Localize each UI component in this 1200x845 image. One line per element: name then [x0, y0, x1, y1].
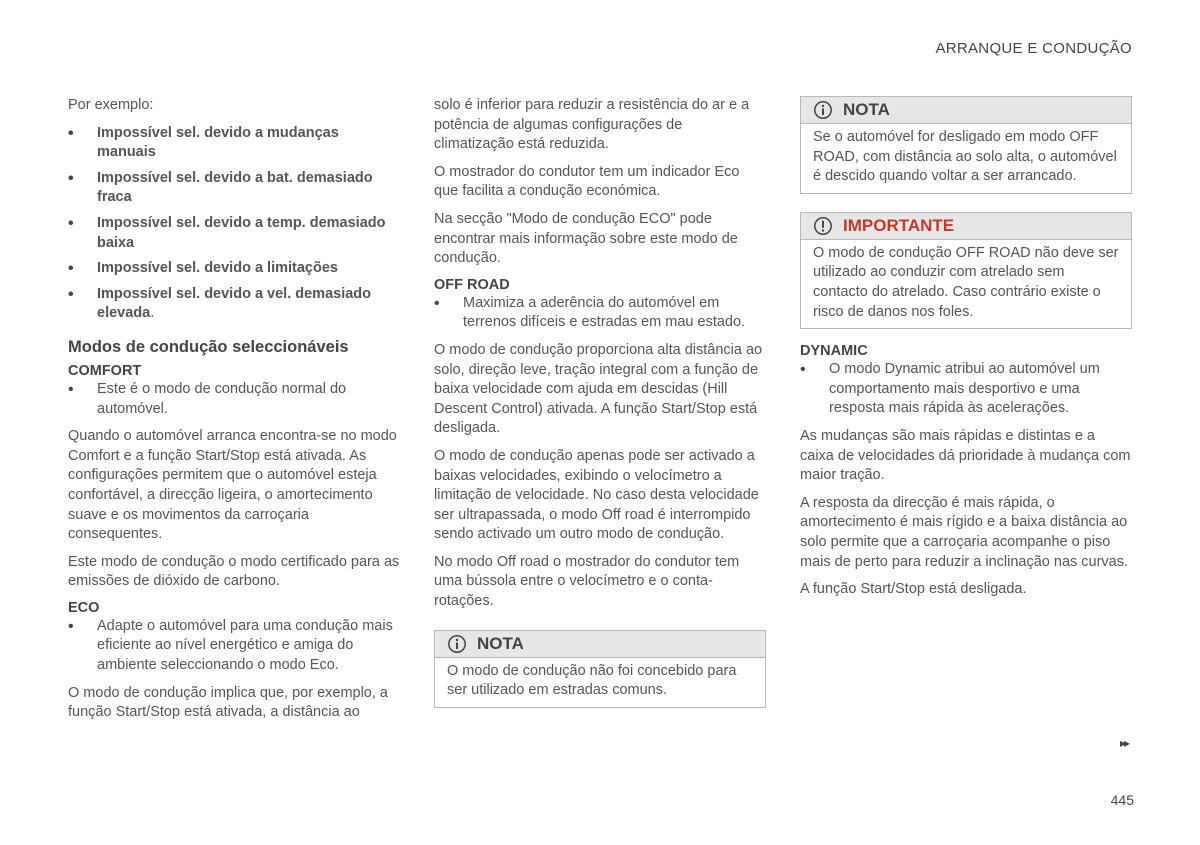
comfort-list [68, 380, 400, 419]
column-2 [434, 96, 766, 722]
continue-arrows-icon: ▸▸ [1119, 736, 1128, 750]
offroad-heading: OFF ROAD [434, 276, 510, 293]
eco-paragraph-2: solo é inferior para reduzir a resistência do ar e a potência de algumas configurações de climatização está reduzida. [434, 97, 750, 153]
offroad-paragraph-1: O modo de condução proporciona alta distância ao solo, direção leve, tração integral com a função de baixa velocidade com ajuda em descidas (Hill Descent Control) ativada. A função Start/Stop está desligada. [434, 341, 763, 437]
dynamic-paragraph-2: A resposta da direcção é mais rápida, o amortecimento é mais rígido e a baixa distância ao solo permite que a carroçaria acompanhe o piso mais de perto para reduzir a inclinação nas curvas. [800, 494, 1129, 570]
eco-paragraph-1: O modo de condução implica que, por exemplo, a função Start/Stop está ativada, a distância ao [68, 684, 388, 721]
offroad-list [434, 294, 766, 333]
comfort-paragraph-1: Quando o automóvel arranca encontra-se no modo Comfort e a função Start/Stop está ativada. As configurações permitem que o automóvel esteja confortável, a direcção ligeira, o amortecimento suave e os movimentos da carroçaria consequentes. [68, 428, 397, 543]
dynamic-paragraph-1: As mudanças são mais rápidas e distintas e a caixa de velocidades dá prioridade à mudança com maior tração. [800, 427, 1131, 484]
intro-text: Por exemplo: [68, 97, 154, 113]
list-item: • Impossível sel. devido a mudanças manuais [68, 124, 400, 163]
list-item: • Impossível sel. devido a bat. demasiado fraca [68, 169, 400, 208]
dynamic-list [800, 360, 1132, 419]
list-item: • Adapte o automóvel para uma condução mais eficiente ao nível energético e amiga do ambiente seleccionando o modo Eco. [68, 617, 400, 676]
info-circle-icon [813, 100, 833, 120]
list-item: • Este é o modo de condução normal do automóvel. [68, 380, 400, 419]
note-box-body [435, 658, 765, 707]
note-box-body [801, 124, 1131, 193]
unavailable-reasons-list [68, 124, 400, 324]
page-number: 445 [1110, 792, 1134, 808]
list-item: • Impossível sel. devido a vel. demasiado elevada. [68, 285, 400, 324]
note-box-header [435, 631, 765, 658]
exclamation-circle-icon [813, 216, 833, 236]
list-item: • Maximiza a aderência do automóvel em terrenos difíceis e estradas em mau estado. [434, 294, 766, 333]
offroad-paragraph-2: O modo de condução apenas pode ser activado a baixas velocidades, exibindo o velocímetro a limitação de velocidade. No caso desta velocidade ser ultrapassada, o modo Off road é interrompido sendo activado um outro modo de condução. [434, 447, 759, 543]
note-box-header [801, 97, 1131, 124]
eco-paragraph-3: O mostrador do condutor tem um indicador Eco que facilita a condução económica. [434, 163, 740, 200]
comfort-paragraph-2: Este modo de condução o modo certificado para as emissões de dióxido de carbono. [68, 553, 400, 590]
note-box-title: NOTA [843, 100, 890, 119]
dynamic-paragraph-3: A função Start/Stop está desligada. [800, 581, 1027, 598]
eco-heading: ECO [68, 599, 100, 616]
eco-paragraph-4: Na secção "Modo de condução ECO" pode encontrar mais informação sobre este modo de condução. [434, 210, 738, 267]
list-item: • Impossível sel. devido a limitações [68, 259, 400, 279]
important-box-text: O modo de condução OFF ROAD não deve ser utilizado ao conduzir com atrelado sem contacto do atrelado. Caso contrário existe o risco de danos nos foles. [813, 244, 1119, 320]
section-header: ARRANQUE E CONDUÇÃO [935, 40, 1132, 57]
note-box [434, 630, 766, 708]
important-box [800, 212, 1132, 329]
dynamic-heading: DYNAMIC [800, 343, 868, 360]
list-item: • O modo Dynamic atribui ao automóvel um comportamento mais desportivo e uma resposta mais rápida às acelerações. [800, 360, 1132, 419]
important-box-title: IMPORTANTE [843, 215, 955, 235]
column-1 [68, 96, 400, 731]
important-box-header [801, 213, 1131, 240]
note-box-title: NOTA [477, 633, 524, 653]
info-circle-icon [447, 634, 467, 654]
note-box-text: O modo de condução não foi concebido para ser utilizado em estradas comuns. [447, 662, 737, 699]
comfort-heading: COMFORT [68, 362, 142, 379]
offroad-paragraph-3: No modo Off road o mostrador do condutor tem uma bússola entre o velocímetro e o conta-rotações. [434, 553, 740, 610]
important-box-body [801, 240, 1131, 328]
list-item: • Impossível sel. devido a temp. demasiado baixa [68, 214, 400, 253]
eco-list [68, 617, 400, 676]
section-title: Modos de condução seleccionáveis [68, 337, 349, 356]
note-box [800, 96, 1132, 194]
note-box-text: Se o automóvel for desligado em modo OFF ROAD, com distância ao solo alta, o automóvel é descido quando voltar a ser arrancado. [813, 129, 1117, 185]
column-3 [800, 96, 1132, 608]
